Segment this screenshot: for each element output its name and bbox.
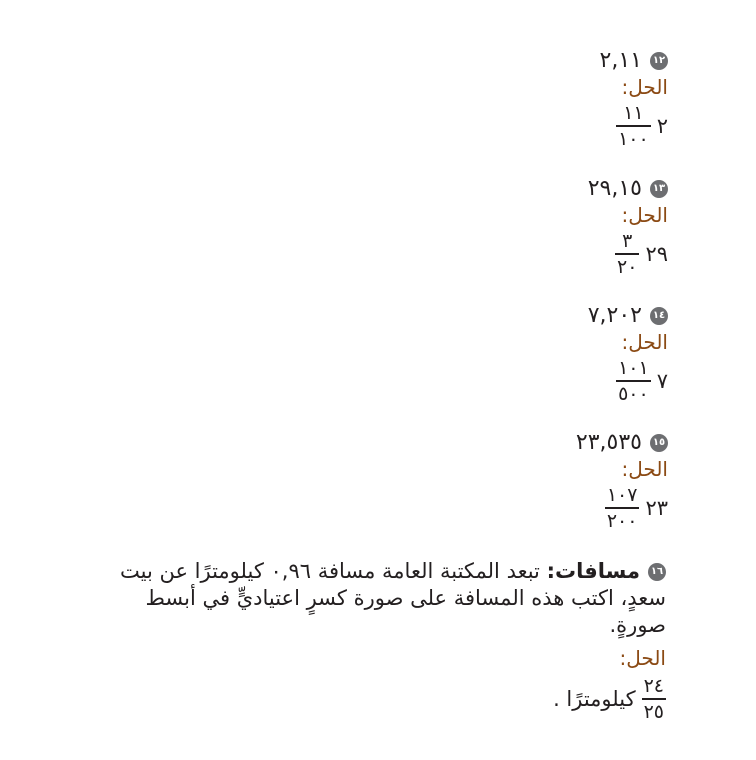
numerator: ٢٤ <box>643 675 664 697</box>
fraction <box>616 102 651 150</box>
denominator: ٢٠ <box>617 256 638 278</box>
fraction <box>605 484 640 532</box>
solution-label: الحل: <box>621 75 668 99</box>
problem-number-badge: ١٣ <box>650 180 668 198</box>
numerator: ١٠٧ <box>606 484 638 506</box>
whole-part: ٢ <box>656 114 668 138</box>
problem-number-badge: ١٦ <box>648 563 666 581</box>
denominator: ٢٥ <box>643 701 664 723</box>
numerator: ٣ <box>622 230 633 252</box>
answer-mixed-number <box>576 484 668 532</box>
fraction <box>642 675 666 723</box>
problem-header <box>576 430 668 456</box>
solution-label: الحل: <box>621 330 668 354</box>
problem-number-badge: ١٤ <box>650 307 668 325</box>
word-problem-title: مسافات: <box>546 559 640 583</box>
problem-13 <box>588 176 668 278</box>
answer-fraction <box>91 675 666 723</box>
decimal-value: ٢,١١ <box>599 48 642 73</box>
solution-label: الحل: <box>621 457 668 481</box>
fraction-bar <box>605 507 640 509</box>
denominator: ١٠٠ <box>618 128 649 150</box>
numerator: ١٠١ <box>618 357 649 379</box>
decimal-value: ٢٩,١٥ <box>587 176 642 201</box>
denominator: ٥٠٠ <box>618 383 649 405</box>
fraction <box>616 357 651 405</box>
decimal-value: ٢٣,٥٣٥ <box>575 430 642 455</box>
whole-part: ٧ <box>656 369 668 393</box>
problem-header <box>600 48 668 74</box>
fraction-bar <box>615 253 639 255</box>
answer-unit: كيلومترًا . <box>553 686 636 711</box>
problem-header <box>588 176 668 202</box>
fraction-bar <box>616 125 651 127</box>
word-problem-text: تبعد المكتبة العامة مسافة ٠,٩٦ كيلومترًا عن بيت سعدٍ، اكتب هذه المسافة على صورة كسرٍ اعتياديٍّ في أبسط صورةٍ. <box>120 559 666 637</box>
problem-number-badge: ١٢ <box>650 52 668 70</box>
numerator: ١١ <box>623 102 644 124</box>
problem-16 <box>91 558 666 723</box>
problem-15 <box>576 430 668 532</box>
denominator: ٢٠٠ <box>606 510 638 532</box>
whole-part: ٢٩ <box>645 242 668 266</box>
solution-label: الحل: <box>619 646 666 670</box>
problem-number-badge: ١٥ <box>650 434 668 452</box>
problem-header <box>588 303 668 329</box>
fraction-bar <box>642 698 666 700</box>
decimal-value: ٧,٢٠٢ <box>587 303 642 328</box>
answer-mixed-number <box>600 102 668 150</box>
word-problem-statement <box>91 558 666 639</box>
answer-mixed-number <box>588 357 668 405</box>
problem-12 <box>600 48 668 150</box>
problem-14 <box>588 303 668 405</box>
solution-label: الحل: <box>621 203 668 227</box>
whole-part: ٢٣ <box>645 496 668 520</box>
fraction-bar <box>616 380 651 382</box>
answer-mixed-number <box>588 230 668 278</box>
fraction <box>615 230 639 278</box>
